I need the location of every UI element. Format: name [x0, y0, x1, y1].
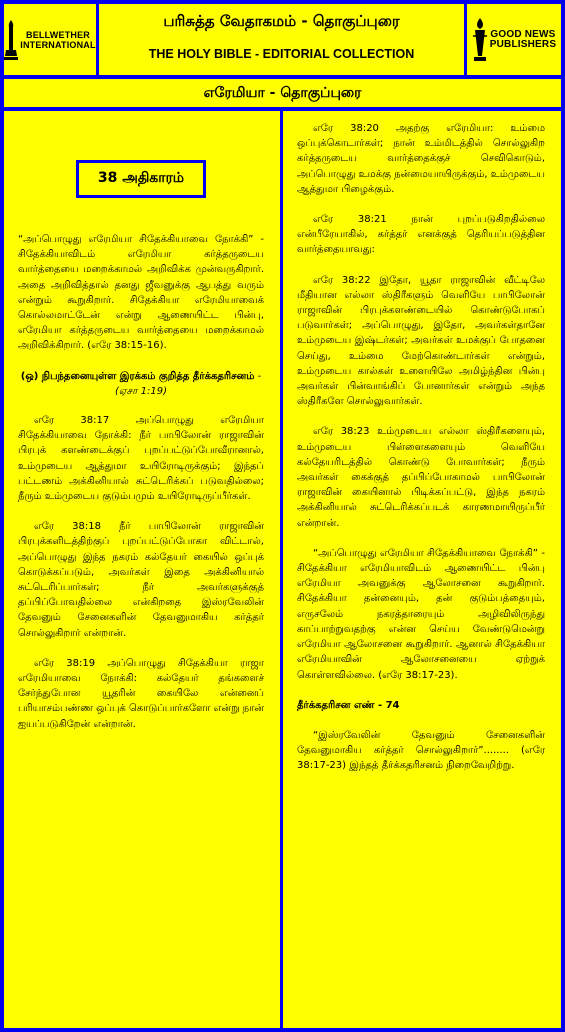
- section-heading: (ஒ) நிபந்தனையுள்ள இரக்கம் குறித்த தீர்க்கதரிசனம்: [20, 370, 255, 382]
- left-logo-line2: INTERNATIONAL: [20, 39, 96, 50]
- intro-paragraph: “அப்பொழுது எரேமியா சிதேக்கியாவை நோக்கி” - சிதேக்கியாவிடம் எரேமியா கர்த்தருடைய வார்த்தையை மறைக்காமல் அறிவிக்க முன்வருகிறார். அதை அறிவித்தால் தனது ஜீவனுக்கு ஆபத்து வரும் என்றும் கூறுகிறார். சிதேக்கியா எரேமியாவைக் கொல்லமாட்டேன் என்று ஆணையிட்ட பின்பு, எரேமியா கர்த்தருடைய வார்த்தையை மறைக்காமல் அறிவிக்கிறார். (எரே 38:15-16).: [18, 234, 264, 352]
- right-logo-box: [467, 4, 561, 75]
- verse-paragraph: எரே 38:22 இதோ, யூதா ராஜாவின் வீட்டிலே மீதியான எல்லா ஸ்திரீகளும் வெளியே பாபிலோன் ராஜாவின் பிரபுக்களண்டையில் கொண்டுபோகப் படுவார்கள்; அப்பொழுது, இதோ, அவர்கள்தானே உம்முடைய இஷ்டர்கள்; அவர்கள் உமக்குப் போதனை செய்து, உம்மை மேற்கொண்டார்கள் என்றும், உம்முடைய கால்கள் உளையிலே அமிழ்ந்தின பின்பு அவர்கள் பின்வாங்கிப் போனார்கள் என்றும் அந்த ஸ்திரீகளே சொல்லுவார்கள்.: [297, 274, 545, 408]
- subheader-box: [4, 79, 561, 107]
- verse-paragraph: எரே 38:23 உம்முடைய எல்லா ஸ்திரீகளையும், உம்முடைய பிள்ளைகளையும் வெளியே கல்தேயரிடத்தில் கொண்டு போவார்கள்; நீரும் அவர்கள் கைக்குத் தப்பிப்போகாமல் பாபிலோன் ராஜாவின் கையினால் பிடிக்கப்பட்டு, இந்த நகரம் அக்கினியால் சுட்டெரிக்கப்படக் காரணமாயிருப்பீர் என்றான்.: [297, 426, 545, 529]
- title-tamil: பரிசுத்த வேதாகமம் - தொகுப்புரை: [163, 12, 400, 30]
- prophecy-label: தீர்க்கதரிசன எண் - 74: [297, 699, 400, 711]
- verse-paragraph: எரே 38:17 அப்பொழுது எரேமியா சிதேக்கியாவை நோக்கி: நீர் பாபிலோன் ராஜாவின் பிரபுக் களண்டைக்குப் புறப்பட்டுப்போவீரானால், உம்முடைய ஆத்துமா உயிரோடிருக்கும்; இந்தப் பட்டணம் அக்கினியால் சுட்டெரிக்கப் படுவதில்லை; நீரும் உம்முடைய குடும்பமும் உயிரோடிருப்பீர்கள்.: [18, 415, 264, 503]
- verse-paragraph: எரே 38:20 அதற்கு எரேமியா: உம்மை ஒப்புக்கொடார்கள்; நான் உம்மிடத்தில் சொல்லுகிற கர்த்தருடைய வார்த்தைக்குச் செவிகொடும், அப்பொழுது உமக்கு நன்மையாயிருக்கும், உம்முடைய ஆத்துமா பிழைக்கும்.: [297, 123, 545, 195]
- lamp-icon: [4, 20, 18, 60]
- chapter-title: 38 அதிகாரம்: [97, 170, 185, 186]
- book-title: எரேமியா - தொகுப்புரை: [203, 85, 362, 101]
- title-english: THE HOLY BIBLE - EDITORIAL COLLECTION: [148, 47, 415, 61]
- right-logo-line1: GOOD NEWS: [490, 28, 556, 40]
- bellwether-logo: [4, 20, 95, 60]
- closing-paragraph: “இஸ்ரவேலின் தேவனும் சேனைகளின் தேவனுமாகிய கர்த்தர் சொல்லுகிறார்”........ (எரே 38:17-23) இந்தத் தீர்க்கதரிசனம் நிறைவேறிற்று.: [297, 729, 545, 772]
- good-news-logo: [472, 18, 556, 62]
- right-column: [283, 111, 561, 1028]
- verse-paragraph: எரே 38:19 அப்பொழுது சிதேக்கியா ராஜா எரேமியாவை நோக்கி: கல்தேயர் தங்களைச் சேர்ந்துபோன யூதரின் கையிலே என்னைப் பரியாசம்பண்ண ஒப்புக் கொடுப்பார்களோ என்று நான் ஐயப்படுகிறேன் என்றான்.: [18, 657, 264, 730]
- right-logo-line2: PUBLISHERS: [489, 38, 557, 50]
- left-column: [4, 111, 280, 1028]
- verse-paragraph: எரே 38:21 நான் புறப்படுகிறதில்லை என்பீரேயாகில், கர்த்தர் எனக்குத் தெரியப்படுத்தின வார்த்தையாவது:: [297, 214, 545, 256]
- section-reference: - (ஏசா 1:19): [115, 370, 262, 397]
- header-title-box: [99, 4, 464, 75]
- commentary-paragraph: “அப்பொழுது எரேமியா சிதேக்கியாவை நோக்கி” - சிதேக்கியா எரேமியாவிடம் ஆணையிட்ட பின்பு எரேமியா அவனுக்கு ஆலோசனை கூறுகிறார். சிதேக்கியா தன்னையும், தன் குடும்பத்தையும், எருசலேம் நகரத்தாரையும் அழிவிலிருந்து காப்பாற்றுவதற்கு என்ன செய்ய வேண்டுமென்று எரேமியா ஆலோசனை கூறுகிறார். ஆனால் சிதேக்கியா எரேமியாவின் ஆலோசனையை ஏற்றுக் கொள்ளவில்லை. (எரே 38:17-23).: [297, 547, 545, 681]
- chapter-box: [76, 160, 206, 198]
- torch-icon: [472, 18, 488, 62]
- left-logo-line1: BELLWETHER: [26, 29, 90, 40]
- section-heading-block: [18, 369, 264, 399]
- left-logo-box: [4, 4, 96, 75]
- verse-paragraph: எரே 38:18 நீர் பாபிலோன் ராஜாவின் பிரபுக்களிடத்திற்குப் புறப்பட்டுப்போகா விட்டால், அப்பொழுது இந்த நகரம் கல்தேயர் கையில் ஒப்புக் கொடுக்கப்படும், அவர்கள் இதை அக்கினியால் சுட்டெரிப்பார்கள்; நீர் அவர்களுக்குத் தப்பிப்போவதில்லை என்கிறதை இஸ்ரவேலின் தேவனும் சேனைகளின் தேவனுமாகிய கர்த்தர் சொல்லுகிறார் என்றான்.: [18, 521, 264, 639]
